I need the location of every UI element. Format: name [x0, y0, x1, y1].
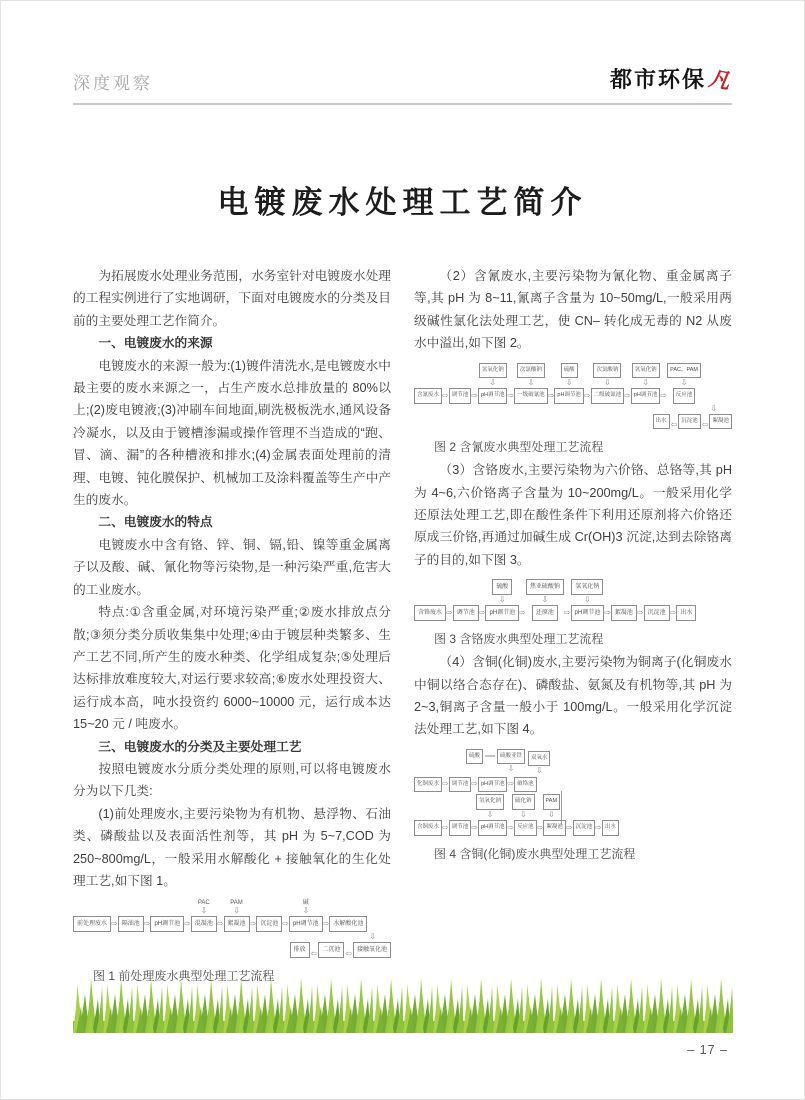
arrow-right-icon: ⇨	[519, 608, 526, 618]
arrow-right-icon: ⇨	[442, 390, 449, 400]
flow-step-box: 絮凝池	[709, 414, 732, 430]
flow-unit	[514, 363, 548, 404]
figure-2-caption: 图 2 含氰废水典型处理工艺流程	[434, 440, 604, 455]
arrow-right-icon: ⇨	[471, 779, 478, 789]
fig1-main-chain	[73, 900, 391, 932]
flow-step-box: 絮凝池	[611, 605, 637, 621]
fig4-top-inputs	[466, 749, 732, 777]
flow-input-box: 氢氧化钠	[571, 579, 603, 595]
fig4-elbow-connector	[561, 791, 562, 825]
flow-step-box: pH调节池	[478, 820, 508, 836]
flow-input-box: 氢氧化钠	[479, 363, 507, 379]
paragraph: (1)前处理废水,主要污染物为有机物、悬浮物、石油类、磷酸盐以及表面活性剂等，其 pH 为 5~7,COD 为 250~800mg/L，一般采用水解酸化 + 接触氧化的生化处理工艺,如下图 1。	[73, 806, 391, 888]
arrow-down-icon: ⇩	[535, 766, 543, 776]
arrow-down-icon: ⇩	[547, 809, 555, 819]
flow-step-box: 还原池	[532, 605, 558, 621]
flow-unit	[667, 363, 701, 404]
arrow-down-icon: ⇩	[369, 932, 376, 942]
flow-unit	[543, 794, 561, 820]
arrow-right-icon: ⇨	[478, 608, 486, 618]
arrow-right-icon: ⇨	[604, 608, 611, 618]
flow-step-box: 混凝池	[191, 916, 217, 932]
paragraph: 特点:①含重金属,对环境污染严重;②废水排放点分散;③须分类分质收集集中处理;④由于镀层种类繁多、生产工艺不同,所产生的废水种类、化学组成复杂;⑤处理后达标排放难度较大,对运行要求较高;⑥废水处理投资大、运行成本高，吨水投资约 6000~10000 元，运行成本达 15~20 元 / 吨废水。	[73, 605, 391, 732]
flow-step-box: pH调节池	[478, 388, 508, 404]
flow-step-box: 沉淀池	[644, 605, 670, 621]
fig1-drop-connector	[73, 932, 391, 942]
article-body	[73, 265, 732, 988]
arrow-left-icon: ⇦	[310, 949, 318, 959]
arrow-right-icon: ⇨	[636, 608, 644, 618]
flow-step-box: 含铜废水	[414, 820, 442, 836]
arrow-right-icon: ⇨	[624, 390, 631, 400]
page-header	[73, 63, 732, 105]
arrow-down-icon: ⇩	[489, 378, 497, 388]
flow-input-label: PAM	[230, 900, 243, 907]
arrow-right-icon: ⇨	[442, 822, 449, 832]
arrow-down-icon: ⇩	[519, 809, 527, 819]
paragraph: 为拓展废水处理业务范围，水务室针对电镀废水处理的工程实例进行了实地调研，下面对电镀废水的分类及目前的主要处理工艺作简介。	[73, 269, 391, 328]
flow-unit	[497, 749, 525, 775]
flow-step-box: pH调节池	[485, 605, 519, 621]
arrow-down-icon: ⇩	[486, 809, 494, 819]
flow-step-box: pH调节池	[571, 605, 605, 621]
arrow-down-icon: ⇩	[680, 378, 688, 388]
flow-step-box: 二沉池	[318, 942, 344, 958]
page-number: – 17 –	[687, 1043, 728, 1057]
flow-step-box: 前处理废水	[73, 916, 111, 932]
figure-3-flowchart	[414, 579, 732, 647]
paragraph: 电镀废水的来源一般为:(1)镀件清洗水,是电镀废水中最主要的废水来源之一，占生产废水总排放量的 80%以上;(2)废电镀液;(3)冲刷车间地面,刷洗极板洗水,通风设备冷凝水，以及由于镀槽渗漏或操作管理不当造成的“跑、冒、滴、漏”的各种槽液和排水;(4)金属表面处理前的清理、电镀、钝化膜保护、机械加工及涂料覆盖等生产中产生的废水。	[73, 358, 391, 508]
flow-step-box: 含氰废水	[414, 388, 442, 404]
fig2-main-chain	[414, 363, 732, 404]
figure-2-flowchart	[414, 363, 732, 456]
fig2-drop-connector	[414, 404, 732, 414]
flow-input-box: 硫酸	[466, 749, 483, 765]
flow-step-box: 沉淀池	[573, 820, 596, 836]
arrow-down-icon: ⇩	[541, 595, 549, 605]
arrow-right-icon: ⇨	[595, 822, 602, 832]
arrow-right-icon: ⇨	[216, 919, 224, 929]
arrow-right-icon: ⇨	[563, 608, 571, 618]
arrow-right-icon: ⇨	[547, 390, 555, 400]
flow-unit	[478, 363, 508, 404]
paragraph: 按照电镀废水分质分类处理的原则,可以将电镀废水分为以下几类:	[73, 761, 391, 799]
flow-step-box: 调节池	[449, 820, 472, 836]
flow-step-box: pH调节池	[554, 388, 584, 404]
right-column	[414, 265, 732, 988]
arrow-right-icon: ⇨	[507, 390, 515, 400]
flow-input-box: 焦亚硫酸钠	[526, 579, 564, 595]
arrow-right-icon: ⇨	[143, 919, 151, 929]
flow-step-box: pH调节池	[289, 916, 323, 932]
figure-4-flowchart	[414, 749, 732, 862]
flow-step-box: 絮凝池	[224, 916, 250, 932]
arrow-right-icon: ⇨	[446, 608, 453, 618]
arrow-left-icon: ⇦	[701, 420, 709, 430]
article-title: 电镀废水处理工艺简介	[217, 185, 588, 220]
flow-step-box: 水解酸化池	[329, 916, 367, 932]
arrow-down-icon: ⇩	[527, 378, 535, 388]
flow-unit	[476, 794, 504, 820]
flow-unit	[528, 751, 551, 777]
flow-unit	[191, 900, 217, 932]
arrow-right-icon: ⇨	[442, 779, 449, 789]
arrow-right-icon: ⇨	[507, 822, 515, 832]
paragraph: （4）含铜(化铜)废水,主要污染物为铜离子(化铜废水中铜以络合态存在)、磷酸盐、氨氮及有机物等,其 pH 为 2~3,铜离子含量一般小于 100mg/L。一般采用化学沉淀法处理工艺,如下图 4。	[414, 655, 732, 737]
arrow-right-icon: ⇨	[249, 919, 257, 929]
flow-step-box: 沉淀池	[256, 916, 282, 932]
flow-step-box: 调节池	[449, 777, 472, 793]
flow-input-box: PAC、PAM	[667, 363, 701, 379]
flow-step-box: pH调节池	[150, 916, 184, 932]
arrow-down-icon: ⇩	[507, 764, 515, 774]
paragraph: 电镀废水中含有铬、锌、铜、镉,铅、镍等重金属离子以及酸、碱、氰化物等污染物,是一种污染严重,危害大的工业废水。	[73, 537, 391, 597]
flow-unit	[571, 579, 605, 621]
arrow-right-icon: ⇨	[282, 919, 289, 929]
flow-input-label: PAC	[197, 900, 210, 907]
flow-step-box: 隔油池	[118, 916, 144, 932]
flow-step-box: 出水	[653, 414, 670, 430]
flow-step-box: 反应池	[673, 388, 696, 404]
arrow-right-icon: ⇨	[322, 919, 330, 929]
flow-step-box: 反应池	[514, 820, 537, 836]
section-heading: 二、电镀废水的特点	[98, 515, 213, 530]
arrow-down-icon: ⇩	[642, 378, 649, 388]
arrow-down-icon: ⇩	[584, 595, 591, 605]
arrow-right-icon: ⇨	[669, 608, 677, 618]
arrow-right-icon: ⇨	[184, 919, 191, 929]
brand-logotype	[610, 63, 732, 94]
flow-step-box: 化铜废水	[414, 777, 442, 793]
arrow-down-icon: ⇩	[710, 403, 717, 413]
flow-input-box: 硫化钠	[512, 794, 535, 810]
flow-input-box: 硫酸	[492, 579, 512, 595]
flow-step-box: 出水	[676, 605, 696, 621]
section-heading: 一、电镀废水的来源	[98, 336, 213, 351]
flow-input-box: 硫酸亚铁	[497, 749, 525, 765]
flow-input-box: 硫酸	[561, 363, 578, 379]
section-heading: 三、电镀废水的分类及主要处理工艺	[98, 739, 302, 754]
grass-decoration	[73, 976, 733, 1033]
paragraph: （3）含铬废水,主要污染物为六价铬、总铬等,其 pH 为 4~6,六价铬离子含量为 10~200mg/L。一般采用化学还原法处理工艺,即在酸性条件下利用还原剂将六价铬还原成三价铬,再通过加碱生成 Cr(OH)3 沉淀,达到去除铬离子的目的,如下图 3。	[414, 463, 732, 567]
arrow-down-icon: ⇩	[233, 906, 240, 916]
fig3-main-chain	[414, 579, 732, 621]
flow-input-label: 碱	[302, 900, 309, 907]
double-line-connector-icon: ══	[485, 752, 495, 760]
flow-step-box: 调节池	[449, 388, 472, 404]
flow-input-box: 次氯酸钠	[593, 363, 621, 379]
arrow-down-icon: ⇩	[604, 378, 611, 388]
fig1-bottom-chain	[73, 942, 391, 958]
fig4-lower-chain	[414, 820, 732, 836]
flow-step-box: pH调节池	[631, 388, 661, 404]
flow-input-box: 氢氧化钠	[476, 794, 504, 810]
flow-step-box: pH调节池	[478, 777, 508, 793]
flow-unit	[224, 900, 250, 932]
flow-step-box: 一级破氰池	[514, 388, 548, 404]
flow-unit	[526, 579, 564, 621]
flow-step-box: 调节池	[453, 605, 479, 621]
figure-3-caption: 图 3 含铬废水典型处理工艺流程	[434, 632, 604, 647]
flow-unit	[485, 579, 519, 621]
arrow-right-icon: ⇨	[471, 822, 478, 832]
flow-unit	[554, 363, 584, 404]
flow-step-box: 二级破氰池	[591, 388, 625, 404]
fig2-bottom-chain	[414, 414, 732, 430]
flow-input-box: 次氯酸钠	[517, 363, 545, 379]
flow-unit	[289, 900, 323, 932]
arrow-right-icon: ⇨	[565, 822, 573, 832]
arrow-right-icon: ⇨	[536, 822, 544, 832]
flow-step-box: 接触氧化池	[353, 942, 391, 958]
flow-step-box: 出水	[602, 820, 619, 836]
flow-unit	[512, 794, 535, 820]
figure-4-caption: 图 4 含铜(化铜)废水典型处理工艺流程	[434, 846, 636, 861]
left-column	[73, 265, 391, 988]
flow-unit	[591, 363, 625, 404]
arrow-left-icon: ⇦	[670, 420, 678, 430]
arrow-down-icon: ⇩	[565, 378, 573, 388]
flow-step-box: 含铬废水	[414, 605, 446, 621]
arrow-right-icon: ⇨	[660, 390, 668, 400]
brand-logo-icon: 凡	[707, 66, 734, 94]
arrow-right-icon: ⇨	[111, 919, 118, 929]
arrow-right-icon: ⇨	[583, 390, 591, 400]
arrow-down-icon: ⇩	[498, 595, 506, 605]
flow-step-box: 絮凝池	[543, 820, 566, 836]
paragraph: （2）含氰废水,主要污染物为氰化物、重金属离子等,其 pH 为 8~11,氰离子含量为 10~50mg/L,一般采用两级碱性氯化法处理工艺，使 CN– 转化成无毒的 N2 从废水中溢出,如下图 2。	[414, 269, 732, 351]
flow-step-box: 破络池	[514, 777, 537, 793]
fig4-mid-inputs	[476, 794, 732, 820]
flow-input-box: 氢氧化钠	[632, 363, 660, 379]
arrow-right-icon: ⇨	[471, 390, 478, 400]
section-label: 深度观察	[73, 74, 153, 93]
fig4-upper-chain	[414, 776, 732, 792]
brand-name: 都市环保	[609, 67, 706, 92]
flow-unit	[631, 363, 661, 404]
flow-input-box: PAM	[543, 794, 561, 810]
figure-1-flowchart	[73, 900, 391, 984]
arrow-right-icon: ⇨	[507, 779, 515, 789]
flow-input-box: 双氧水	[528, 751, 551, 767]
flow-step-box: 沉淀池	[678, 414, 701, 430]
arrow-left-icon: ⇦	[345, 949, 352, 959]
arrow-down-icon: ⇩	[302, 906, 310, 916]
flow-step-box: 排放	[290, 942, 310, 958]
arrow-down-icon: ⇩	[200, 906, 208, 916]
